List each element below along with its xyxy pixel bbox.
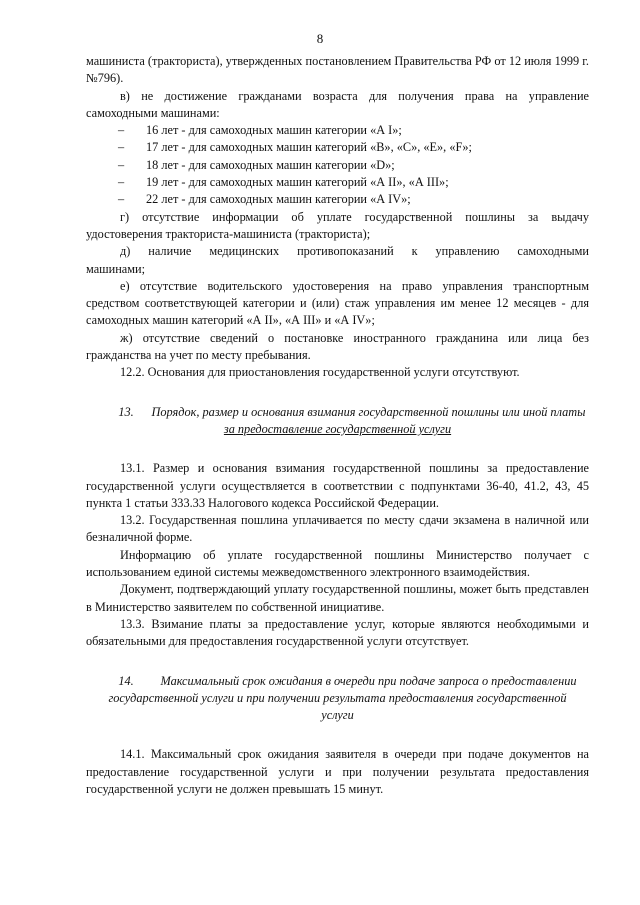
paragraph-intro-continuation: машиниста (тракториста), утвержденных постановлением Правительства РФ от 12 июля 1999 г. №796).: [86, 54, 589, 86]
section-13-heading: [86, 404, 589, 439]
document-body: [86, 53, 589, 798]
paragraph-item-e: е) отсутствие водительского удостоверения на право управления транспортным средством соответствующей категории и (или) стаж управления им менее 12 месяцев - для самоходных машин категорий «А II», «А III» и «А IV»;: [86, 278, 589, 328]
section-13-body: [86, 460, 589, 650]
section-14-number: 14.: [118, 673, 134, 688]
paragraph-13-3: 13.3. Взимание платы за предоставление услуг, которые являются необходимыми и обязательными для предоставления государственной услуги отсутствует.: [86, 616, 589, 649]
paragraph-item-g: г) отсутствие информации об уплате государственной пошлины за выдачу удостоверения тракториста-машиниста (тракториста);: [86, 209, 589, 241]
paragraph-13-2: 13.2. Государственная пошлина уплачивается по месту сдачи экзамена в наличной или безналичной форме.: [86, 513, 589, 545]
section-14-heading: [86, 673, 589, 725]
list-item: – 18 лет - для самоходных машин категории «D»;: [118, 157, 395, 172]
paragraph-14-1: 14.1. Максимальный срок ожидания заявителя в очереди при подаче документов на предоставление государственной услуги и при получении результата предоставления государственной услуги не должен превышать 15 минут.: [86, 747, 589, 796]
section-14-title-line2: государственной услуги и при получении результата предоставления государственной: [108, 690, 567, 705]
paragraph-13-2-document: Документ, подтверждающий уплату государственной пошлины, может быть представлен в Министерство заявителем по собственной инициативе.: [86, 582, 589, 614]
paragraph-13-1: 13.1. Размер и основания взимания государственной пошлины за предоставление государственной услуги осуществляется в соответствии с подпунктами 36-40, 41.2, 43, 45 пункта 1 статьи 333.33 Налогового кодекса Российской Федерации.: [86, 461, 589, 510]
paragraph-item-d-line1: д) наличие медицинских противопоказаний к управлению самоходными: [120, 244, 589, 259]
paragraph-13-2-info: Информацию об уплате государственной пошлины Министерство получает с использованием единой системы межведомственного электронного взаимодействия.: [86, 547, 589, 580]
list-item: – 22 лет - для самоходных машин категории «А IV»;: [118, 192, 411, 207]
list-item: – 16 лет - для самоходных машин категории «А I»;: [118, 123, 402, 138]
age-list: [86, 122, 589, 208]
section-13-number: 13.: [118, 404, 134, 419]
section-14-title-line3: услуги: [321, 708, 354, 723]
paragraph-item-zh: ж) отсутствие сведений о постановке иностранного гражданина или лица без гражданства на учет по месту пребывания.: [86, 330, 589, 363]
section-13-title-line2: за предоставление государственной услуги: [223, 421, 452, 436]
paragraph-item-d-line2: машинами;: [86, 261, 146, 276]
list-item: – 17 лет - для самоходных машин категорий «В», «С», «Е», «F»;: [118, 140, 472, 155]
paragraph-item-v: в) не достижение гражданами возраста для получения права на управление самоходными машинами:: [86, 88, 589, 120]
section-13-title-line1: Порядок, размер и основания взимания государственной пошлины или иной платы: [151, 404, 586, 419]
page-number: 8: [316, 31, 324, 46]
list-item: – 19 лет - для самоходных машин категорий «А II», «А III»;: [118, 175, 449, 190]
paragraph-12-2: 12.2. Основания для приостановления государственной услуги отсутствуют.: [120, 365, 520, 380]
section-14-body: [86, 746, 589, 798]
section-14-title-line1: Максимальный срок ожидания в очереди при подаче запроса о предоставлении: [160, 673, 577, 688]
